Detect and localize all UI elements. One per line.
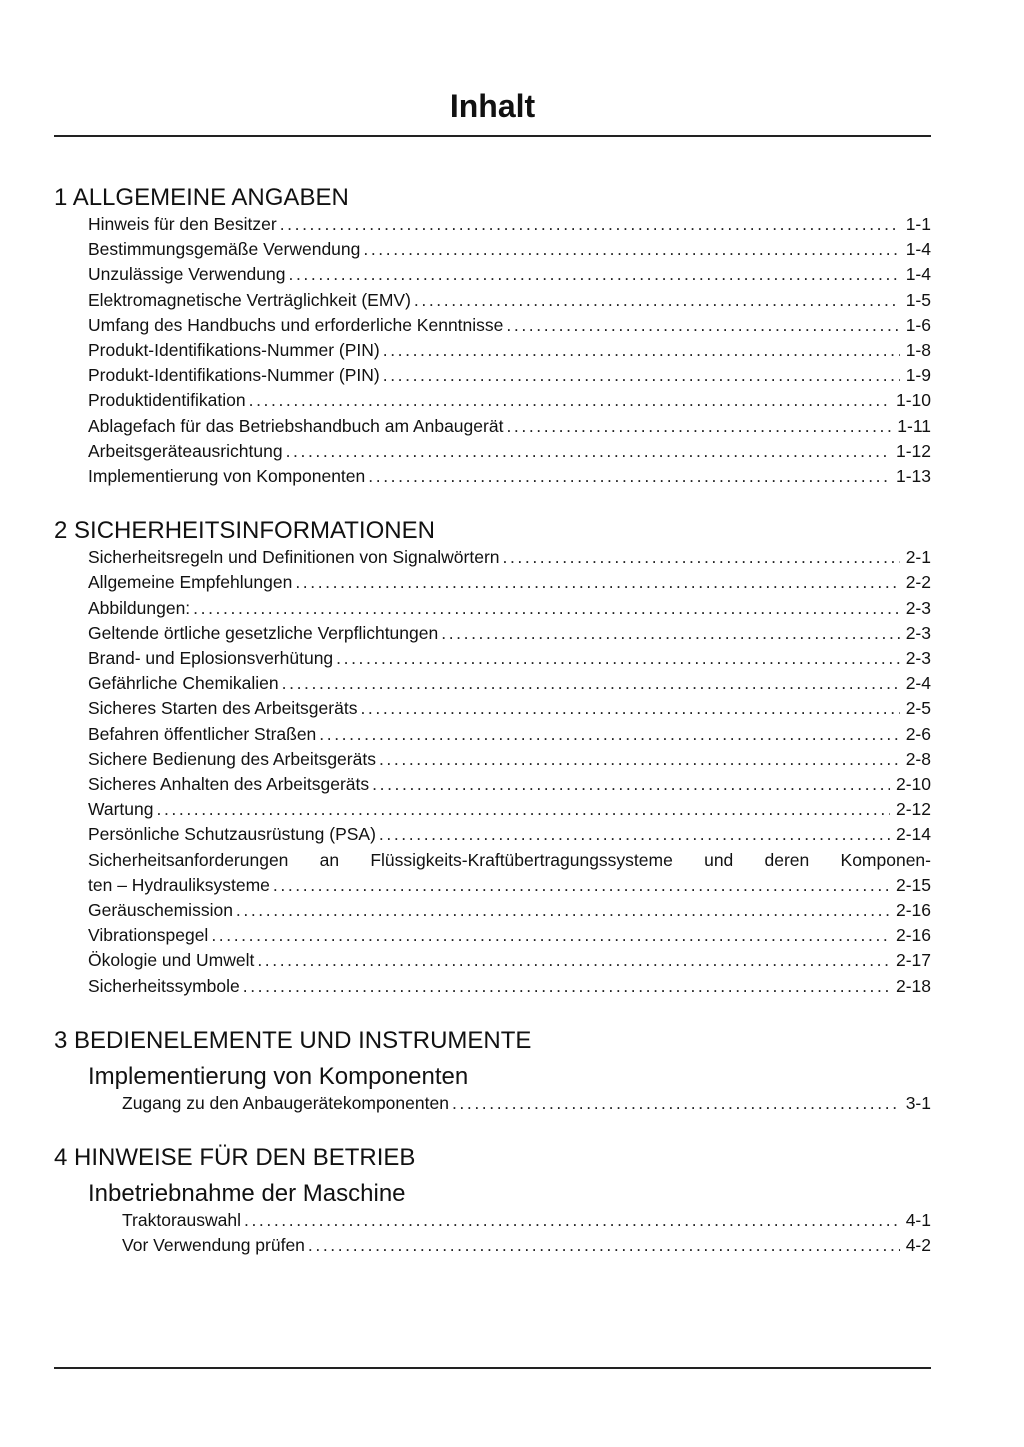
toc-entry[interactable] — [88, 747, 931, 772]
toc-entry[interactable] — [88, 696, 931, 721]
toc-entry[interactable] — [88, 772, 931, 797]
page-number: 2-17 — [895, 950, 931, 971]
page-number: 2-18 — [895, 975, 931, 996]
toc-entry[interactable] — [88, 974, 931, 999]
entry-title: Produkt-Identifikations-Nummer (PIN) — [88, 365, 380, 386]
toc-entry[interactable] — [88, 822, 931, 847]
toc-entry[interactable] — [88, 898, 931, 923]
dot-leader — [308, 1233, 900, 1258]
entry-title: Befahren öffentlicher Straßen — [88, 723, 317, 744]
dot-leader — [372, 772, 890, 797]
dot-leader — [286, 439, 890, 464]
toc-entry[interactable] — [88, 646, 931, 671]
page-number: 2-10 — [895, 774, 931, 795]
entry-title: Geräuschemission — [88, 900, 233, 921]
page-number: 2-5 — [905, 698, 931, 719]
entry-title: Persönliche Schutzausrüstung (PSA) — [88, 824, 376, 845]
entry-title: Traktorauswahl — [122, 1210, 241, 1231]
entry-title: Vor Verwendung prüfen — [122, 1235, 305, 1256]
chapter-entries — [54, 545, 931, 999]
entry-title: Allgemeine Empfehlungen — [88, 572, 293, 593]
toc-entry[interactable] — [88, 570, 931, 595]
dot-leader — [319, 722, 899, 747]
page-number: 1-12 — [895, 440, 931, 461]
bottom-divider — [54, 1367, 931, 1369]
toc-entry[interactable] — [88, 288, 931, 313]
dot-leader — [243, 974, 890, 999]
entry-title: Unzulässige Verwendung — [88, 264, 286, 285]
page-number: 2-8 — [905, 748, 931, 769]
page-number: 1-10 — [895, 390, 931, 411]
entry-title: Produktidentifikation — [88, 390, 246, 411]
page-number: 2-1 — [905, 547, 931, 568]
entry-title: Brand- und Eplosionsverhütung — [88, 648, 334, 669]
dot-leader — [363, 237, 899, 262]
page-number: 3-1 — [905, 1092, 931, 1113]
dot-leader — [452, 1091, 900, 1116]
toc-entry[interactable] — [88, 948, 931, 973]
dot-leader — [236, 898, 890, 923]
entry-title: Elektromagnetische Verträglichkeit (EMV) — [88, 289, 411, 310]
dot-leader — [383, 338, 900, 363]
chapter-title[interactable]: 4 HINWEISE FÜR DEN BETRIEB — [54, 1144, 416, 1172]
toc-entry[interactable] — [88, 237, 931, 262]
dot-leader — [414, 288, 900, 313]
entry-title: Arbeitsgeräteausrichtung — [88, 440, 283, 461]
chapter-title[interactable]: 1 ALLGEMEINE ANGABEN — [54, 184, 349, 211]
toc-entry[interactable] — [122, 1208, 931, 1233]
table-of-contents — [54, 184, 931, 1287]
dot-leader — [506, 313, 899, 338]
toc-entry[interactable] — [88, 596, 931, 621]
entry-title: Sicherheitsregeln und Definitionen von Signalwörtern — [88, 547, 500, 568]
page-number: 2-16 — [895, 900, 931, 921]
dot-leader — [360, 696, 899, 721]
toc-entry[interactable] — [88, 923, 931, 948]
dot-leader — [506, 414, 891, 439]
toc-entry[interactable] — [88, 797, 931, 822]
toc-entry-multiline[interactable] — [54, 848, 931, 898]
entry-title-line-2-row — [88, 873, 931, 898]
chapter-entries — [54, 1091, 931, 1116]
page-number: 2-3 — [905, 622, 931, 643]
dot-leader — [257, 948, 890, 973]
dot-leader — [379, 822, 890, 847]
entry-title: Sichere Bedienung des Arbeitsgeräts — [88, 748, 376, 769]
dot-leader — [280, 212, 900, 237]
page-number: 2-4 — [905, 673, 931, 694]
dot-leader — [368, 464, 890, 489]
dot-leader — [249, 388, 890, 413]
toc-entry[interactable] — [88, 671, 931, 696]
page-number: 1-9 — [905, 365, 931, 386]
toc-entry[interactable] — [88, 338, 931, 363]
subsection-title[interactable]: Inbetriebnahme der Maschine — [88, 1180, 406, 1208]
chapter-title[interactable]: 3 BEDIENELEMENTE UND INSTRUMENTE — [54, 1026, 532, 1054]
toc-entry[interactable] — [88, 545, 931, 570]
page-number: 4-2 — [905, 1235, 931, 1256]
dot-leader — [211, 923, 890, 948]
toc-entry[interactable] — [88, 722, 931, 747]
page-number: 1-6 — [905, 314, 931, 335]
dot-leader — [289, 262, 900, 287]
page-number: 2-3 — [905, 597, 931, 618]
toc-entry[interactable] — [88, 439, 931, 464]
entry-title: Bestimmungsgemäße Verwendung — [88, 239, 361, 260]
toc-entry[interactable] — [88, 363, 931, 388]
page-number: 1-5 — [905, 289, 931, 310]
page-number: 2-16 — [895, 925, 931, 946]
top-divider — [54, 135, 931, 137]
page-number: 2-3 — [905, 648, 931, 669]
toc-entry[interactable] — [88, 414, 931, 439]
chapter-entries — [54, 1208, 931, 1258]
toc-entry[interactable] — [88, 313, 931, 338]
entry-title: Produkt-Identifikations-Nummer (PIN) — [88, 340, 380, 361]
chapter-4 — [54, 1144, 931, 1258]
entry-title: Umfang des Handbuchs und erforderliche Kenntnisse — [88, 314, 504, 335]
dot-leader — [244, 1208, 900, 1233]
toc-entry[interactable] — [88, 212, 931, 237]
entry-title: Ablagefach für das Betriebshandbuch am Anbaugerät — [88, 415, 504, 436]
entry-title: Geltende örtliche gesetzliche Verpflichtungen — [88, 622, 439, 643]
entry-title: Ökologie und Umwelt — [88, 950, 255, 971]
toc-entry[interactable] — [88, 621, 931, 646]
entry-title-line-2: ten – Hydrauliksysteme — [88, 874, 270, 895]
dot-leader — [193, 596, 900, 621]
chapter-title[interactable]: 2 SICHERHEITSINFORMATIONEN — [54, 517, 435, 545]
dot-leader — [295, 570, 899, 595]
page-number: 2-12 — [895, 799, 931, 820]
dot-leader — [379, 747, 900, 772]
entry-title-line-1: Sicherheitsanforderungen an Flüssigkeits-Kraftübertragungssysteme und deren Komponen- — [88, 849, 931, 870]
page-number: 1-13 — [895, 466, 931, 487]
chapter-3 — [54, 1027, 931, 1116]
toc-entry[interactable] — [88, 388, 931, 413]
dot-leader — [282, 671, 900, 696]
subsection-title[interactable]: Implementierung von Komponenten — [88, 1062, 469, 1090]
entry-title: Zugang zu den Anbaugerätekomponenten — [122, 1092, 449, 1113]
entry-title: Sicherheitssymbole — [88, 975, 240, 996]
entry-title: Hinweis für den Besitzer — [88, 214, 277, 234]
toc-entry[interactable] — [88, 464, 931, 489]
entry-title: Sicheres Starten des Arbeitsgeräts — [88, 698, 358, 719]
entry-title: Vibrationspegel — [88, 925, 209, 946]
dot-leader — [157, 797, 890, 822]
chapter-entries — [54, 212, 931, 489]
dot-leader — [503, 545, 900, 570]
entry-title: Sicheres Anhalten des Arbeitsgeräts — [88, 774, 370, 795]
chapter-1 — [54, 184, 931, 489]
page-title: Inhalt — [449, 88, 536, 124]
page-number: 1-4 — [905, 264, 931, 285]
page-number: 2-6 — [905, 723, 931, 744]
page-number: 1-11 — [897, 415, 931, 436]
page-number: 1-4 — [905, 239, 931, 260]
page-number: 4-1 — [905, 1210, 931, 1231]
page-number: 1-1 — [905, 214, 931, 234]
entry-title: Wartung — [88, 799, 154, 820]
page-number: 2-15 — [895, 874, 931, 895]
entry-title: Gefährliche Chemikalien — [88, 673, 279, 694]
dot-leader — [336, 646, 900, 671]
chapter-2 — [54, 517, 931, 999]
toc-entry[interactable] — [88, 262, 931, 287]
dot-leader — [383, 363, 900, 388]
dot-leader — [273, 873, 890, 898]
toc-entry[interactable] — [122, 1233, 931, 1258]
page-number: 2-2 — [905, 572, 931, 593]
toc-entry[interactable] — [122, 1091, 931, 1116]
page-number: 2-14 — [895, 824, 931, 845]
entry-title: Implementierung von Komponenten — [88, 466, 366, 487]
page-number: 1-8 — [905, 340, 931, 361]
dot-leader — [441, 621, 899, 646]
entry-title: Abbildungen: — [88, 597, 191, 618]
